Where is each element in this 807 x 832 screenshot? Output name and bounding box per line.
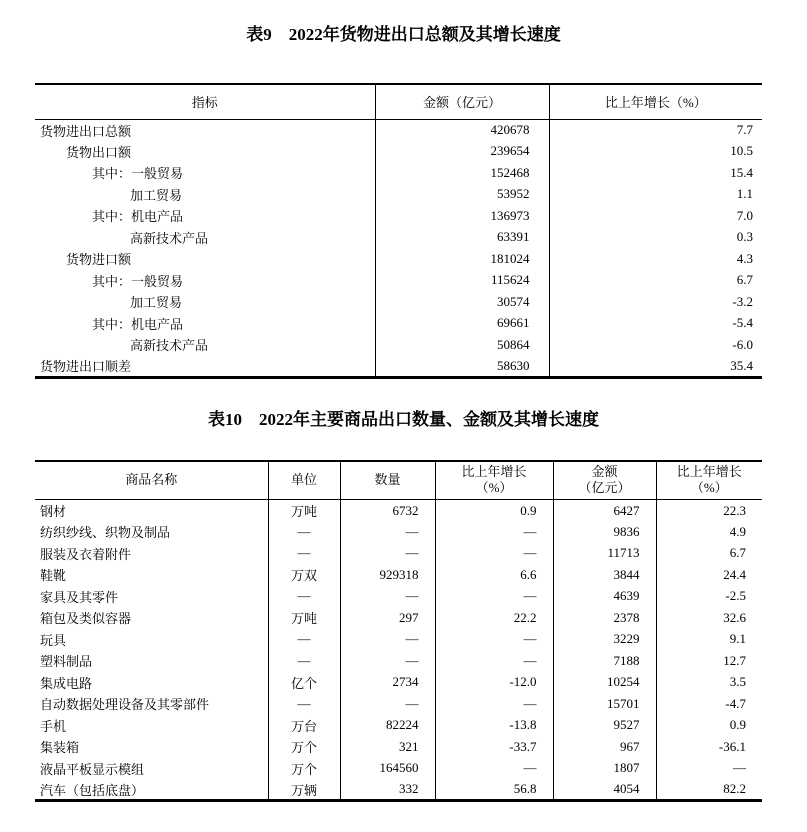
table10-row (35, 500, 762, 522)
unit-cell: — (268, 543, 340, 565)
table9-row (35, 184, 762, 206)
amount-cell: 420678 (375, 119, 549, 141)
table9-row (35, 162, 762, 184)
amount-cell: 181024 (375, 248, 549, 270)
quantity-cell: 2734 (340, 672, 435, 694)
table9-header-amount: 金额（亿元） (375, 84, 549, 119)
product-cell: 家具及其零件 (40, 589, 119, 605)
table10-row (35, 758, 762, 780)
quantity-cell: — (340, 693, 435, 715)
quantity-growth-cell: 22.2 (435, 607, 553, 629)
indicator-cell: 高新技术产品 (130, 230, 209, 246)
amount-growth-cell: 4.9 (656, 521, 762, 543)
amount-growth-cell: 9.1 (656, 629, 762, 651)
quantity-growth-cell: -12.0 (435, 672, 553, 694)
table9-row (35, 291, 762, 313)
table10-row (35, 607, 762, 629)
table10-row (35, 521, 762, 543)
unit-cell: 万个 (268, 736, 340, 758)
unit-cell: 亿个 (268, 672, 340, 694)
table10-header-unit (268, 461, 340, 500)
table9-row (35, 205, 762, 227)
quantity-cell: 82224 (340, 715, 435, 737)
growth-cell: 7.0 (549, 205, 762, 227)
product-cell: 玩具 (40, 632, 67, 648)
quantity-growth-cell: 0.9 (435, 500, 553, 522)
amount-cell: 7188 (553, 650, 656, 672)
table10-export-commodities-table (35, 460, 762, 803)
table9-imports-exports-table (35, 83, 762, 379)
amount-cell: 2378 (553, 607, 656, 629)
unit-cell: 万双 (268, 564, 340, 586)
quantity-growth-cell: 56.8 (435, 779, 553, 801)
quantity-cell: — (340, 629, 435, 651)
header-line1: 比上年增长 (461, 464, 527, 480)
amount-cell: 53952 (375, 184, 549, 206)
indicator-cell: 其中：机电产品 (92, 209, 184, 225)
indicator-cell: 加工贸易 (130, 295, 183, 311)
unit-cell: — (268, 521, 340, 543)
unit-cell: 万辆 (268, 779, 340, 801)
table10-row (35, 693, 762, 715)
header-line2: （%） (475, 480, 513, 496)
amount-growth-cell: 6.7 (656, 543, 762, 565)
amount-cell: 136973 (375, 205, 549, 227)
product-cell: 手机 (40, 718, 67, 734)
amount-growth-cell: 82.2 (656, 779, 762, 801)
amount-cell: 69661 (375, 313, 549, 335)
product-cell: 集成电路 (40, 675, 93, 691)
table9-header-row (35, 84, 762, 119)
indicator-cell: 高新技术产品 (130, 338, 209, 354)
amount-cell: 152468 (375, 162, 549, 184)
amount-cell: 1807 (553, 758, 656, 780)
amount-cell: 6427 (553, 500, 656, 522)
indicator-cell: 其中：一般贸易 (92, 273, 184, 289)
quantity-growth-cell: — (435, 543, 553, 565)
table10-header-quantity (340, 461, 435, 500)
table9-row (35, 356, 762, 378)
unit-cell: 万吨 (268, 500, 340, 522)
amount-cell: 11713 (553, 543, 656, 565)
growth-cell: 6.7 (549, 270, 762, 292)
quantity-cell: 321 (340, 736, 435, 758)
quantity-growth-cell: — (435, 521, 553, 543)
table10-header-row (35, 461, 762, 500)
product-cell: 液晶平板显示模组 (40, 761, 145, 777)
table10-header-quantity-growth (435, 461, 553, 500)
quantity-cell: 929318 (340, 564, 435, 586)
growth-cell: 4.3 (549, 248, 762, 270)
quantity-cell: — (340, 586, 435, 608)
amount-cell: 30574 (375, 291, 549, 313)
table9-row (35, 334, 762, 356)
growth-cell: 1.1 (549, 184, 762, 206)
header-line2: （%） (690, 480, 728, 496)
quantity-growth-cell: — (435, 650, 553, 672)
amount-cell: 58630 (375, 356, 549, 378)
growth-cell: 0.3 (549, 227, 762, 249)
unit-cell: 万个 (268, 758, 340, 780)
indicator-cell: 货物进口额 (66, 252, 132, 268)
amount-cell: 50864 (375, 334, 549, 356)
header-line1: 商品名称 (125, 472, 178, 488)
growth-cell: 35.4 (549, 356, 762, 378)
table10-row (35, 736, 762, 758)
table10-row (35, 564, 762, 586)
table9-header-growth: 比上年增长（%） (549, 84, 762, 119)
table10-row (35, 586, 762, 608)
header-line1: 金额 (591, 464, 618, 480)
table10-row (35, 779, 762, 801)
table9-row (35, 141, 762, 163)
quantity-growth-cell: — (435, 758, 553, 780)
header-line2: （亿元） (578, 480, 631, 496)
amount-cell: 3229 (553, 629, 656, 651)
quantity-growth-cell: -13.8 (435, 715, 553, 737)
amount-cell: 3844 (553, 564, 656, 586)
table9-row (35, 119, 762, 141)
amount-growth-cell: -4.7 (656, 693, 762, 715)
amount-growth-cell: 0.9 (656, 715, 762, 737)
table9-row (35, 227, 762, 249)
unit-cell: — (268, 650, 340, 672)
table10-row (35, 715, 762, 737)
amount-cell: 9836 (553, 521, 656, 543)
amount-growth-cell: 24.4 (656, 564, 762, 586)
growth-cell: -5.4 (549, 313, 762, 335)
indicator-cell: 加工贸易 (130, 187, 183, 203)
growth-cell: 10.5 (549, 141, 762, 163)
growth-cell: -6.0 (549, 334, 762, 356)
product-cell: 服装及衣着附件 (40, 546, 132, 562)
amount-growth-cell: 22.3 (656, 500, 762, 522)
quantity-cell: 6732 (340, 500, 435, 522)
indicator-cell: 其中：一般贸易 (92, 166, 184, 182)
quantity-growth-cell: 6.6 (435, 564, 553, 586)
unit-cell: — (268, 693, 340, 715)
amount-growth-cell: -36.1 (656, 736, 762, 758)
table9-row (35, 270, 762, 292)
quantity-cell: 332 (340, 779, 435, 801)
product-cell: 自动数据处理设备及其零部件 (40, 697, 210, 713)
quantity-growth-cell: -33.7 (435, 736, 553, 758)
amount-cell: 239654 (375, 141, 549, 163)
product-cell: 鞋靴 (40, 568, 67, 584)
quantity-cell: — (340, 521, 435, 543)
table10-row (35, 650, 762, 672)
amount-cell: 967 (553, 736, 656, 758)
table10-header-product (35, 461, 268, 500)
amount-cell: 115624 (375, 270, 549, 292)
quantity-cell: — (340, 543, 435, 565)
table10-row (35, 543, 762, 565)
amount-growth-cell: 3.5 (656, 672, 762, 694)
amount-cell: 4054 (553, 779, 656, 801)
growth-cell: 7.7 (549, 119, 762, 141)
unit-cell: 万吨 (268, 607, 340, 629)
amount-growth-cell: -2.5 (656, 586, 762, 608)
table9-header-indicator: 指标 (35, 84, 375, 119)
amount-growth-cell: 32.6 (656, 607, 762, 629)
amount-cell: 10254 (553, 672, 656, 694)
growth-cell: -3.2 (549, 291, 762, 313)
table9-row (35, 248, 762, 270)
table10-row (35, 629, 762, 651)
table9-row (35, 313, 762, 335)
product-cell: 钢材 (40, 504, 67, 519)
quantity-cell: 297 (340, 607, 435, 629)
product-cell: 箱包及类似容器 (40, 611, 132, 627)
header-line1: 单位 (290, 472, 317, 488)
amount-cell: 63391 (375, 227, 549, 249)
header-line1: 比上年增长 (676, 464, 742, 480)
product-cell: 塑料制品 (40, 654, 93, 670)
quantity-cell: 164560 (340, 758, 435, 780)
growth-cell: 15.4 (549, 162, 762, 184)
product-cell: 汽车（包括底盘） (40, 782, 145, 798)
table10-header-amount (553, 461, 656, 500)
product-cell: 集装箱 (40, 740, 80, 756)
amount-cell: 4639 (553, 586, 656, 608)
indicator-cell: 货物出口额 (66, 144, 132, 160)
table10-header-amount-growth (656, 461, 762, 500)
unit-cell: — (268, 629, 340, 651)
amount-cell: 15701 (553, 693, 656, 715)
amount-cell: 9527 (553, 715, 656, 737)
quantity-growth-cell: — (435, 586, 553, 608)
indicator-cell: 其中：机电产品 (92, 316, 184, 332)
quantity-growth-cell: — (435, 629, 553, 651)
indicator-cell: 货物进出口总额 (40, 123, 132, 139)
header-line1: 数量 (374, 472, 401, 488)
table10-row (35, 672, 762, 694)
unit-cell: — (268, 586, 340, 608)
table10-title: 表10 2022年主要商品出口数量、金额及其增长速度 (208, 409, 599, 429)
table9-title: 表9 2022年货物进出口总额及其增长速度 (246, 25, 561, 44)
quantity-growth-cell: — (435, 693, 553, 715)
product-cell: 纺织纱线、织物及制品 (40, 525, 171, 541)
quantity-cell: — (340, 650, 435, 672)
unit-cell: 万台 (268, 715, 340, 737)
amount-growth-cell: 12.7 (656, 650, 762, 672)
amount-growth-cell: — (656, 758, 762, 780)
indicator-cell: 货物进出口顺差 (40, 359, 132, 374)
